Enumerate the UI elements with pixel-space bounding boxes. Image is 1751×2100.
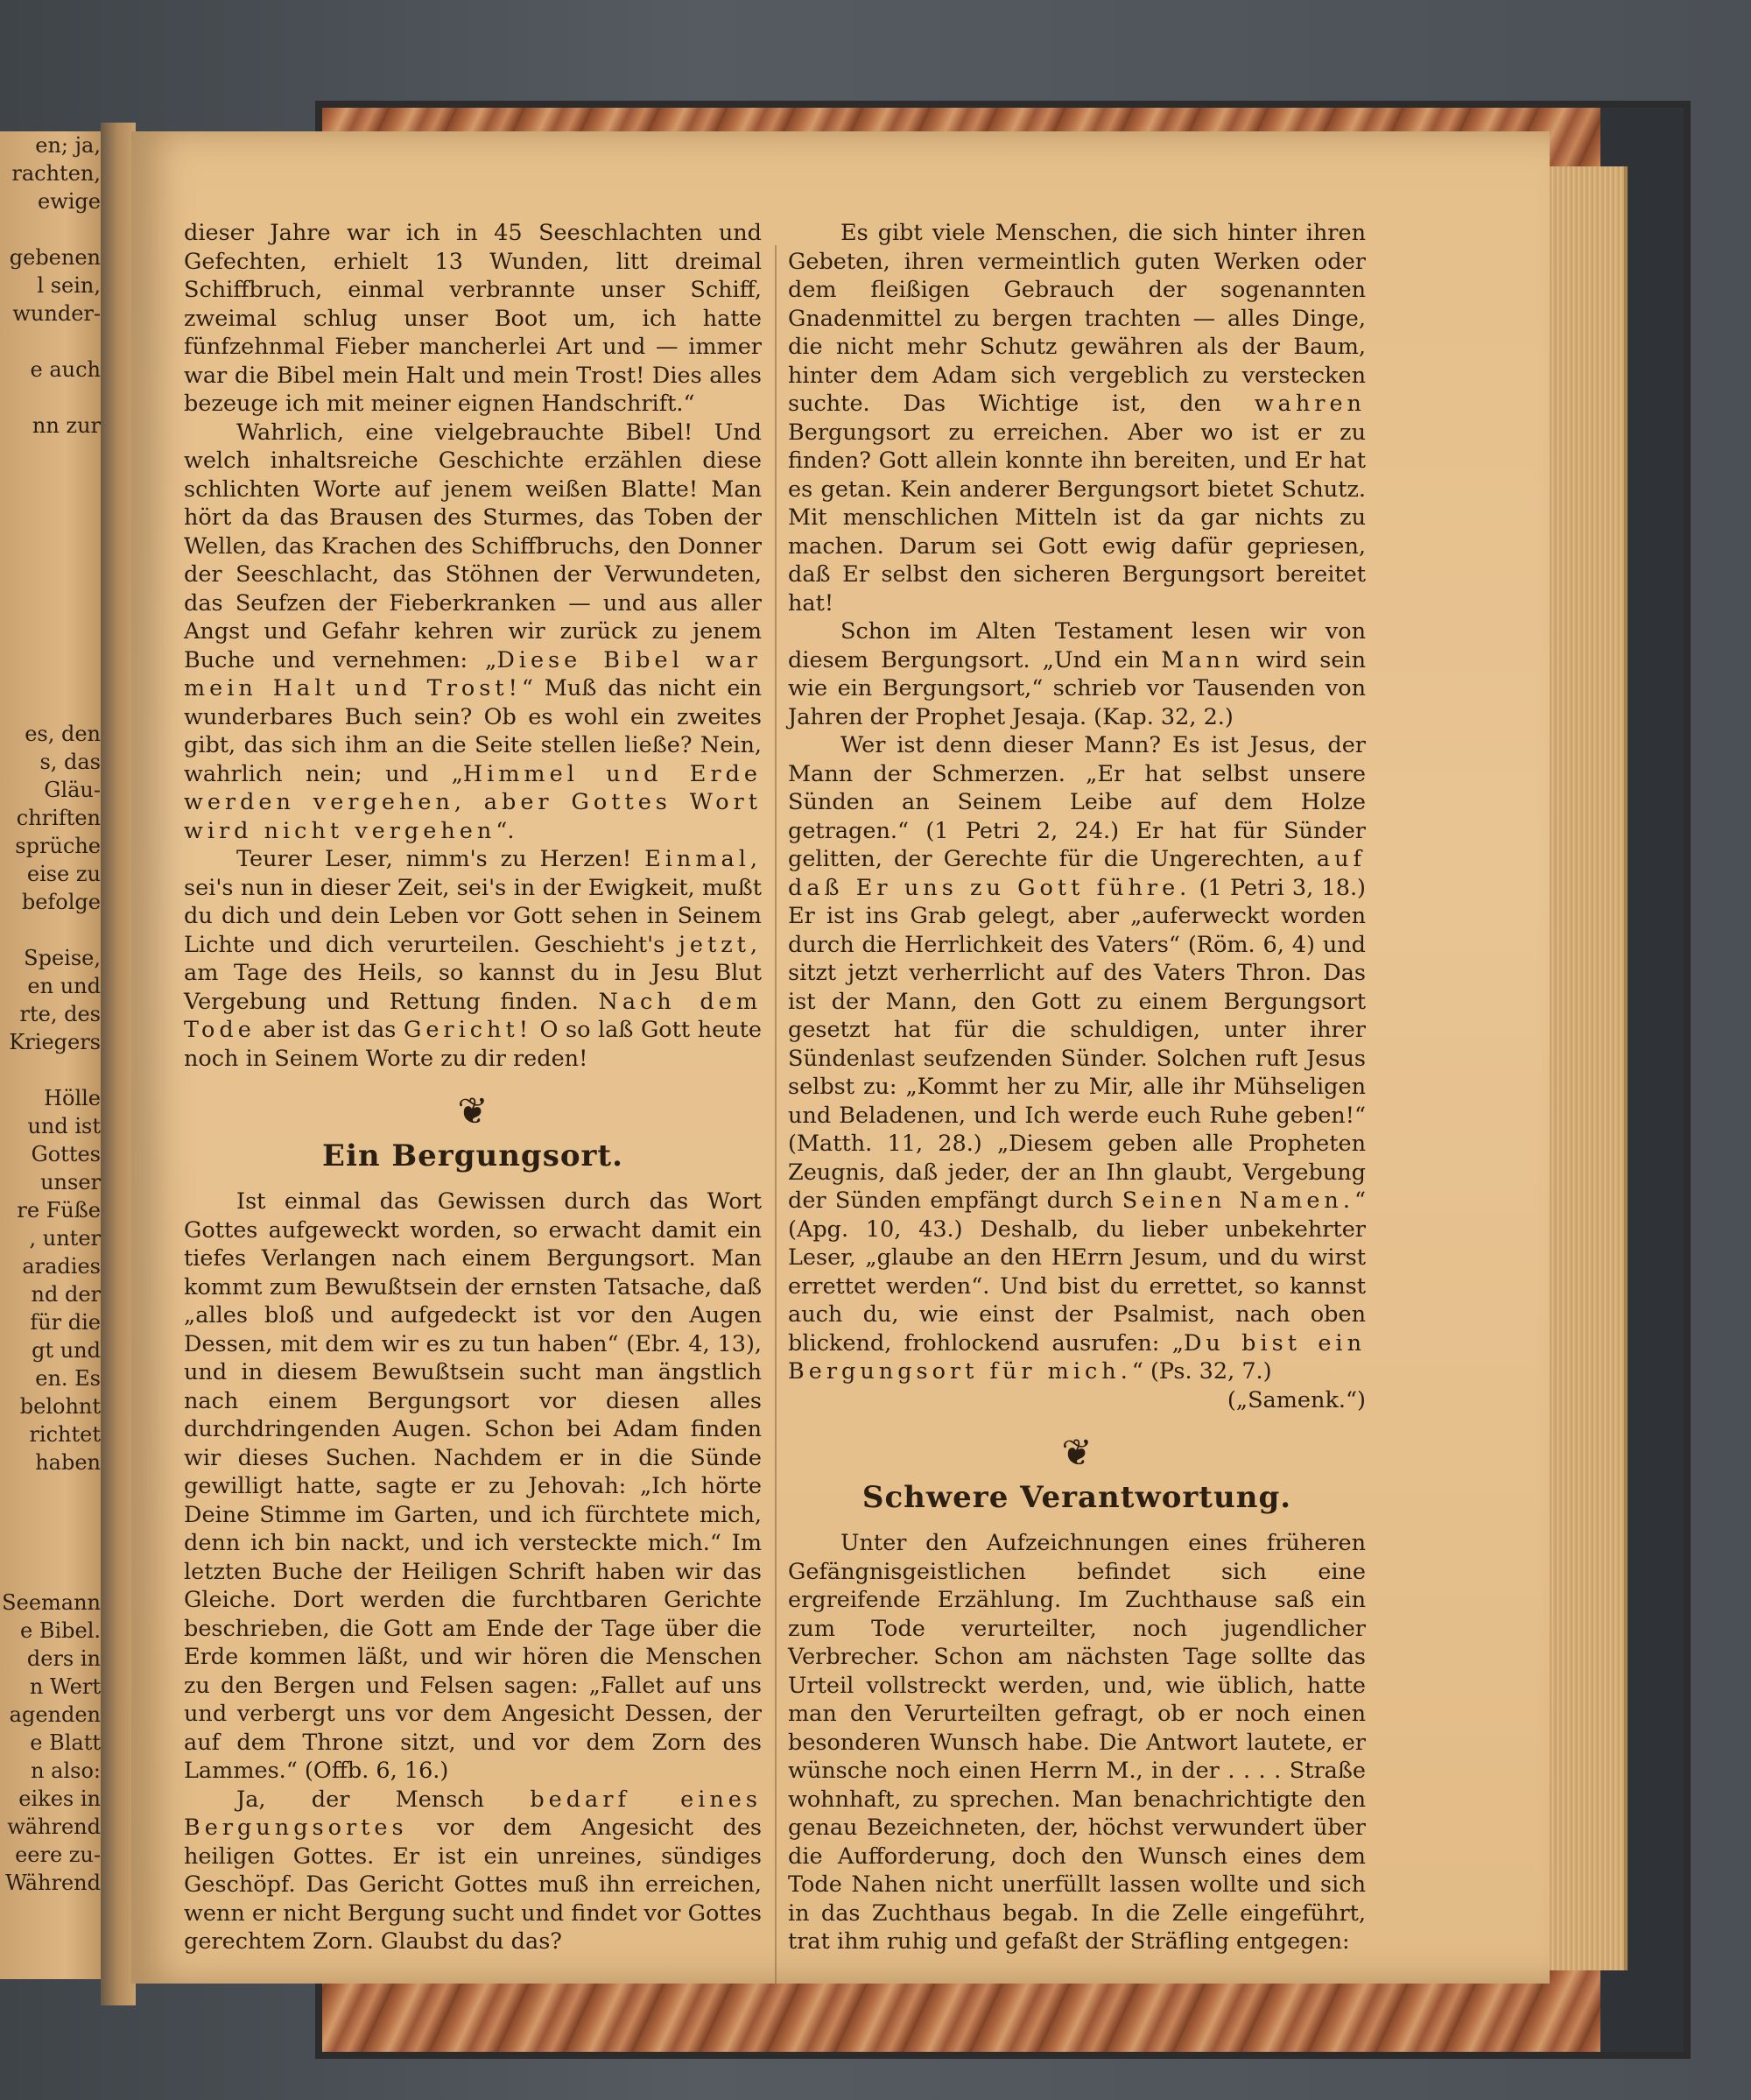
left-page-line: sprüche	[15, 834, 101, 858]
paragraph: Unter den Aufzeichnungen eines früheren Gefängnisgeistlichen befindet sich eine ergreifende Erzählung. Im Zuchthause saß ein zum Tode verurteilter, noch jugendlicher Verbrecher. Schon am nächsten Tage sollte das Urteil vollstreckt werden, und, wie üblich, hatte man den Verurteilten gefragt, ob er noch einen besonderen Wunsch habe. Die Antwort lautete, er wünsche noch einen Herrn M., in der . . . . Straße wohnhaft, zu sprechen. Man benachrichtigte den genau Bezeichneten, der, höchst verwundert über die Aufforderung, doch den Wunsch eines dem Tode Nahen nicht unerfüllt lassen wollte und sich in das Zuchthaus begab. In die Zelle eingeführt, trat ihm ruhig und gefaßt der Sträfling entgegen:	[788, 1530, 1366, 1955]
paragraph: Teurer Leser, nimm's zu Herzen! Einmal, sei's nun in dieser Zeit, sei's in der Ewigkeit, mußt du dich und dein Leben vor Gott sehen in Seinem Lichte und dich verurteilen. Geschieht's jetzt, am Tage des Heils, so kannst du in Jesu Blut Vergebung und Rettung finden. Nach dem Tode aber ist das Gericht! O so laß Gott heute noch in Seinem Worte zu dir reden!	[184, 846, 762, 1072]
paragraph: Wahrlich, eine vielgebrauchte Bibel! Und welch inhaltsreiche Geschichte erzählen diese schlichten Worte auf jenem weißen Blatte! Man hört da das Brausen des Sturmes, das Toben der Wellen, das Krachen des Schiffbruchs, den Donner der Seeschlacht, das Stöhnen der Verwundeten, das Seufzen der Fieberkranken — und aus aller Angst und Gefahr kehren wir zurück zu jenem Buche und vernehmen: „Diese Bibel war mein Halt und Trost!“ Muß das nicht ein wunderbares Buch sein? Ob es wohl ein zweites gibt, das sich ihm an die Seite stellen ließe? Nein, wahrlich nein; und „Himmel und Erde werden vergehen, aber Gottes Wort wird nicht vergehen“.	[184, 419, 763, 844]
paragraph: Ist einmal das Gewissen durch das Wort Gottes aufgeweckt worden, so erwacht damit ein tiefes Verlangen nach einem Bergungsort. Man kommt zum Bewußtsein der ernsten Tatsache, daß „alles bloß und aufgedeckt ist vor den Augen Dessen, mit dem wir es zu tun haben“ (Ebr. 4, 13), und in diesem Bewußtsein sucht man ängstlich nach einem Bergungsort vor diesen alles durchdringenden Augen. Schon bei Adam finden wir dieses Suchen. Nachdem er in die Sünde gewilligt hatte, sagte er zu Jehovah: „Ich hörte Deine Stimme im Garten, und ich fürchtete mich, denn ich bin nackt, und ich versteckte mich.“ Im letzten Buche der Heiligen Schrift haben wir das Gleiche. Dort werden die furchtbaren Gerichte beschrieben, die Gott am Ende der Tage über die Erde kommen läßt, und wir hören die Menschen zu den Bergen und Felsen sagen: „Fallet auf uns und verbergt uns vor dem Angesicht Dessen, der auf dem Throne sitzt, und vor dem Zorn des Lammes.“ (Offb. 6, 16.)	[184, 1188, 762, 1784]
left-page-line: Hölle	[44, 1086, 101, 1110]
left-page-line: Gläu-	[44, 778, 101, 802]
left-page-line	[0, 1505, 109, 1533]
paragraph: Es gibt viele Menschen, die sich hinter ihren Gebeten, ihren vermeintlich guten Werken oder dem fleißigen Gebrauch der sogenannten Gnadenmittel zu bergen trachten — alles Dinge, die nicht mehr Schutz gewähren als der Baum, hinter dem Adam sich vergeblich zu verstecken suchte. Das Wichtige ist, den wahren Bergungsort zu erreichen. Aber wo ist er zu finden? Gott allein konnte ihn bereiten, und Er hat es getan. Kein anderer Bergungsort bietet Schutz. Mit menschlichen Mitteln ist da gar nichts zu machen. Darum sei Gott ewig dafür gepriesen, daß Er selbst den sicheren Bergungsort bereitet hat!	[788, 220, 1366, 617]
left-page-line: , unter	[29, 1226, 101, 1251]
left-page-line: eikes in	[18, 1786, 101, 1811]
left-page-line: re Füße	[17, 1198, 101, 1223]
left-page-line: Seemann	[2, 1590, 101, 1615]
left-page-line: Kriegers	[9, 1030, 101, 1054]
emphasis: wahren	[1254, 391, 1366, 417]
left-page-line	[0, 580, 109, 608]
emphasis: auf daß Er uns zu Gott führe.	[788, 846, 1366, 901]
left-page-line: richtet	[29, 1422, 101, 1447]
left-page-line: eere zu-	[15, 1843, 101, 1867]
left-page-line: eise zu	[26, 862, 101, 886]
emphasis: Diese Bibel war mein Halt und Trost!	[184, 646, 762, 701]
left-page-line: l sein,	[37, 273, 101, 298]
source-attribution: („Samenk.“)	[1227, 1386, 1366, 1413]
left-page-line: e Blatt	[30, 1730, 101, 1755]
left-page-line	[0, 468, 109, 496]
left-page-line: während	[7, 1815, 101, 1839]
paragraph: Schon im Alten Testament lesen wir von diesem Bergungsort. „Und ein Mann wird sein wie ein Bergungsort,“ schrieb vor Tausenden von Jahren der Prophet Jesaja. (Kap. 32, 2.)	[788, 618, 1366, 730]
left-page-line	[0, 636, 109, 664]
emphasis: Gericht!	[403, 1017, 532, 1043]
emphasis: Du bist ein Bergungsort für mich.	[788, 1329, 1366, 1385]
fleuron-ornament: ❦	[457, 1089, 489, 1132]
left-page-line: wunder-	[12, 301, 101, 326]
paragraph: Ja, der Mensch bedarf eines Bergungsortes vor dem Angesicht des heiligen Gottes. Er ist ein unreines, sündiges Geschöpf. Das Gericht Gottes muß ihn erreichen, wenn er nicht Bergung sucht und findet vor Gottes gerechtem Zorn. Glaubst du das?	[184, 1786, 762, 1955]
emphasis: jetzt,	[678, 931, 762, 958]
right-column	[788, 219, 1366, 1956]
left-page-line	[0, 524, 109, 552]
article-headline: Ein Bergungsort.	[322, 1138, 623, 1173]
column-divider	[775, 245, 777, 1984]
left-page-line: Speise,	[24, 946, 101, 970]
left-page-line: aradies	[22, 1254, 101, 1279]
emphasis: Mann	[1161, 646, 1244, 673]
left-page-line: chriften	[16, 806, 101, 830]
left-page-line: Während	[5, 1871, 101, 1895]
left-page-line: en. Es	[35, 1366, 101, 1391]
emphasis: bedarf eines Bergungsortes	[184, 1786, 762, 1841]
left-page-line: ders in	[26, 1646, 101, 1671]
left-page-line: nn zur	[32, 413, 101, 438]
left-page-line	[0, 496, 109, 524]
left-page-line: agenden	[9, 1702, 101, 1727]
left-page-line: Gottes	[31, 1142, 101, 1166]
left-page-line	[0, 664, 109, 692]
paragraph: dieser Jahre war ich in 45 Seeschlachten und Gefechten, erhielt 13 Wunden, litt dreimal Schiffbruch, einmal verbrannte unser Schiff, zweimal schlug unser Boot um, ich hatte fünfzehnmal Fieber mancherlei Art und — immer war die Bibel mein Halt und mein Trost! Dies alles bezeuge ich mit meiner eignen Handschrift.“	[184, 220, 762, 417]
left-page-line	[0, 1533, 109, 1561]
fleuron-ornament: ❦	[1061, 1431, 1093, 1474]
left-page-line: nd der	[31, 1282, 101, 1307]
left-page-line	[0, 692, 109, 720]
emphasis: Himmel und Erde werden vergehen, aber Gottes Wort wird nicht vergehen	[184, 760, 762, 844]
left-page-line	[0, 1476, 109, 1505]
left-column	[184, 219, 762, 1956]
left-page-line: haben	[35, 1450, 101, 1475]
left-page-text	[0, 131, 109, 1897]
left-page-line: e auch	[30, 357, 101, 382]
left-page-line: n Wert	[29, 1674, 101, 1699]
left-page-line: für die	[30, 1310, 101, 1335]
left-page-line	[0, 384, 109, 412]
left-page-line: n also:	[31, 1758, 101, 1783]
left-page-line	[0, 328, 109, 356]
left-page-line: rachten,	[11, 161, 101, 186]
left-page-line: en; ja,	[35, 133, 101, 158]
emphasis: Seinen Namen.	[1122, 1187, 1354, 1214]
left-page-line	[0, 916, 109, 944]
left-page-line: rte, des	[19, 1002, 101, 1026]
left-page-line: en und	[27, 974, 101, 998]
left-page-line: belohnt	[19, 1394, 101, 1419]
left-page-line	[0, 608, 109, 636]
left-page-line: gebenen	[9, 245, 101, 270]
left-page-line: es, den	[25, 722, 101, 746]
left-page-line: ewige	[38, 189, 101, 214]
paragraph: Wer ist denn dieser Mann? Es ist Jesus, der Mann der Schmerzen. „Er hat selbst unsere Sünden an Seinem Leibe auf dem Holze getragen.“ (1 Petri 2, 24.) Er hat für Sünder gelitten, der Gerechte für die Ungerechten, auf daß Er uns zu Gott führe. (1 Petri 3, 18.) Er ist ins Grab gelegt, aber „auferweckt worden durch die Herrlichkeit des Vaters“ (Röm. 6, 4) und sitzt jetzt verherrlicht auf des Vaters Thron. Das ist der Mann, den Gott zu einem Bergungsort gesetzt hat für die schuldigen, unter ihrer Sündenlast seufzenden Sünder. Solchen ruft Jesus selbst zu: „Kommt her zu Mir, alle ihr Mühseligen und Beladenen, und Ich werde euch Ruhe geben!“ (Matth. 11, 28.) „Diesem geben alle Propheten Zeugnis, daß jeder, der an Ihn glaubt, Vergebung der Sünden empfängt durch Seinen Namen.“ (Apg. 10, 43.) Deshalb, du lieber unbekehrter Leser, „glaube an den HErrn Jesum, und du wirst errettet werden“. Und bist du errettet, so kannst auch du, wie einst der Psalmist, nach oben blickend, frohlockend ausrufen: „Du bist ein Bergungsort für mich.“ (Ps. 32, 7.)	[788, 732, 1366, 1385]
article-headline: Schwere Verantwortung.	[861, 1479, 1292, 1515]
book-gutter	[101, 123, 136, 2005]
right-page	[131, 131, 1550, 1984]
left-page-line	[0, 215, 109, 243]
left-page-line: unser	[40, 1170, 101, 1194]
left-page-line: gt und	[32, 1338, 101, 1363]
emphasis: Einmal,	[644, 846, 762, 872]
left-page-line	[0, 1056, 109, 1084]
left-page-line	[0, 1561, 109, 1589]
left-page-line: befolge	[21, 890, 101, 914]
left-page-line: und ist	[27, 1114, 101, 1138]
left-page-line: e Bibel.	[19, 1618, 101, 1643]
emphasis: Nach dem Tode	[184, 988, 762, 1043]
left-page-line	[0, 552, 109, 580]
left-page-line: s, das	[39, 750, 101, 774]
left-page-line	[0, 440, 109, 468]
left-page-fragment	[0, 131, 109, 1979]
